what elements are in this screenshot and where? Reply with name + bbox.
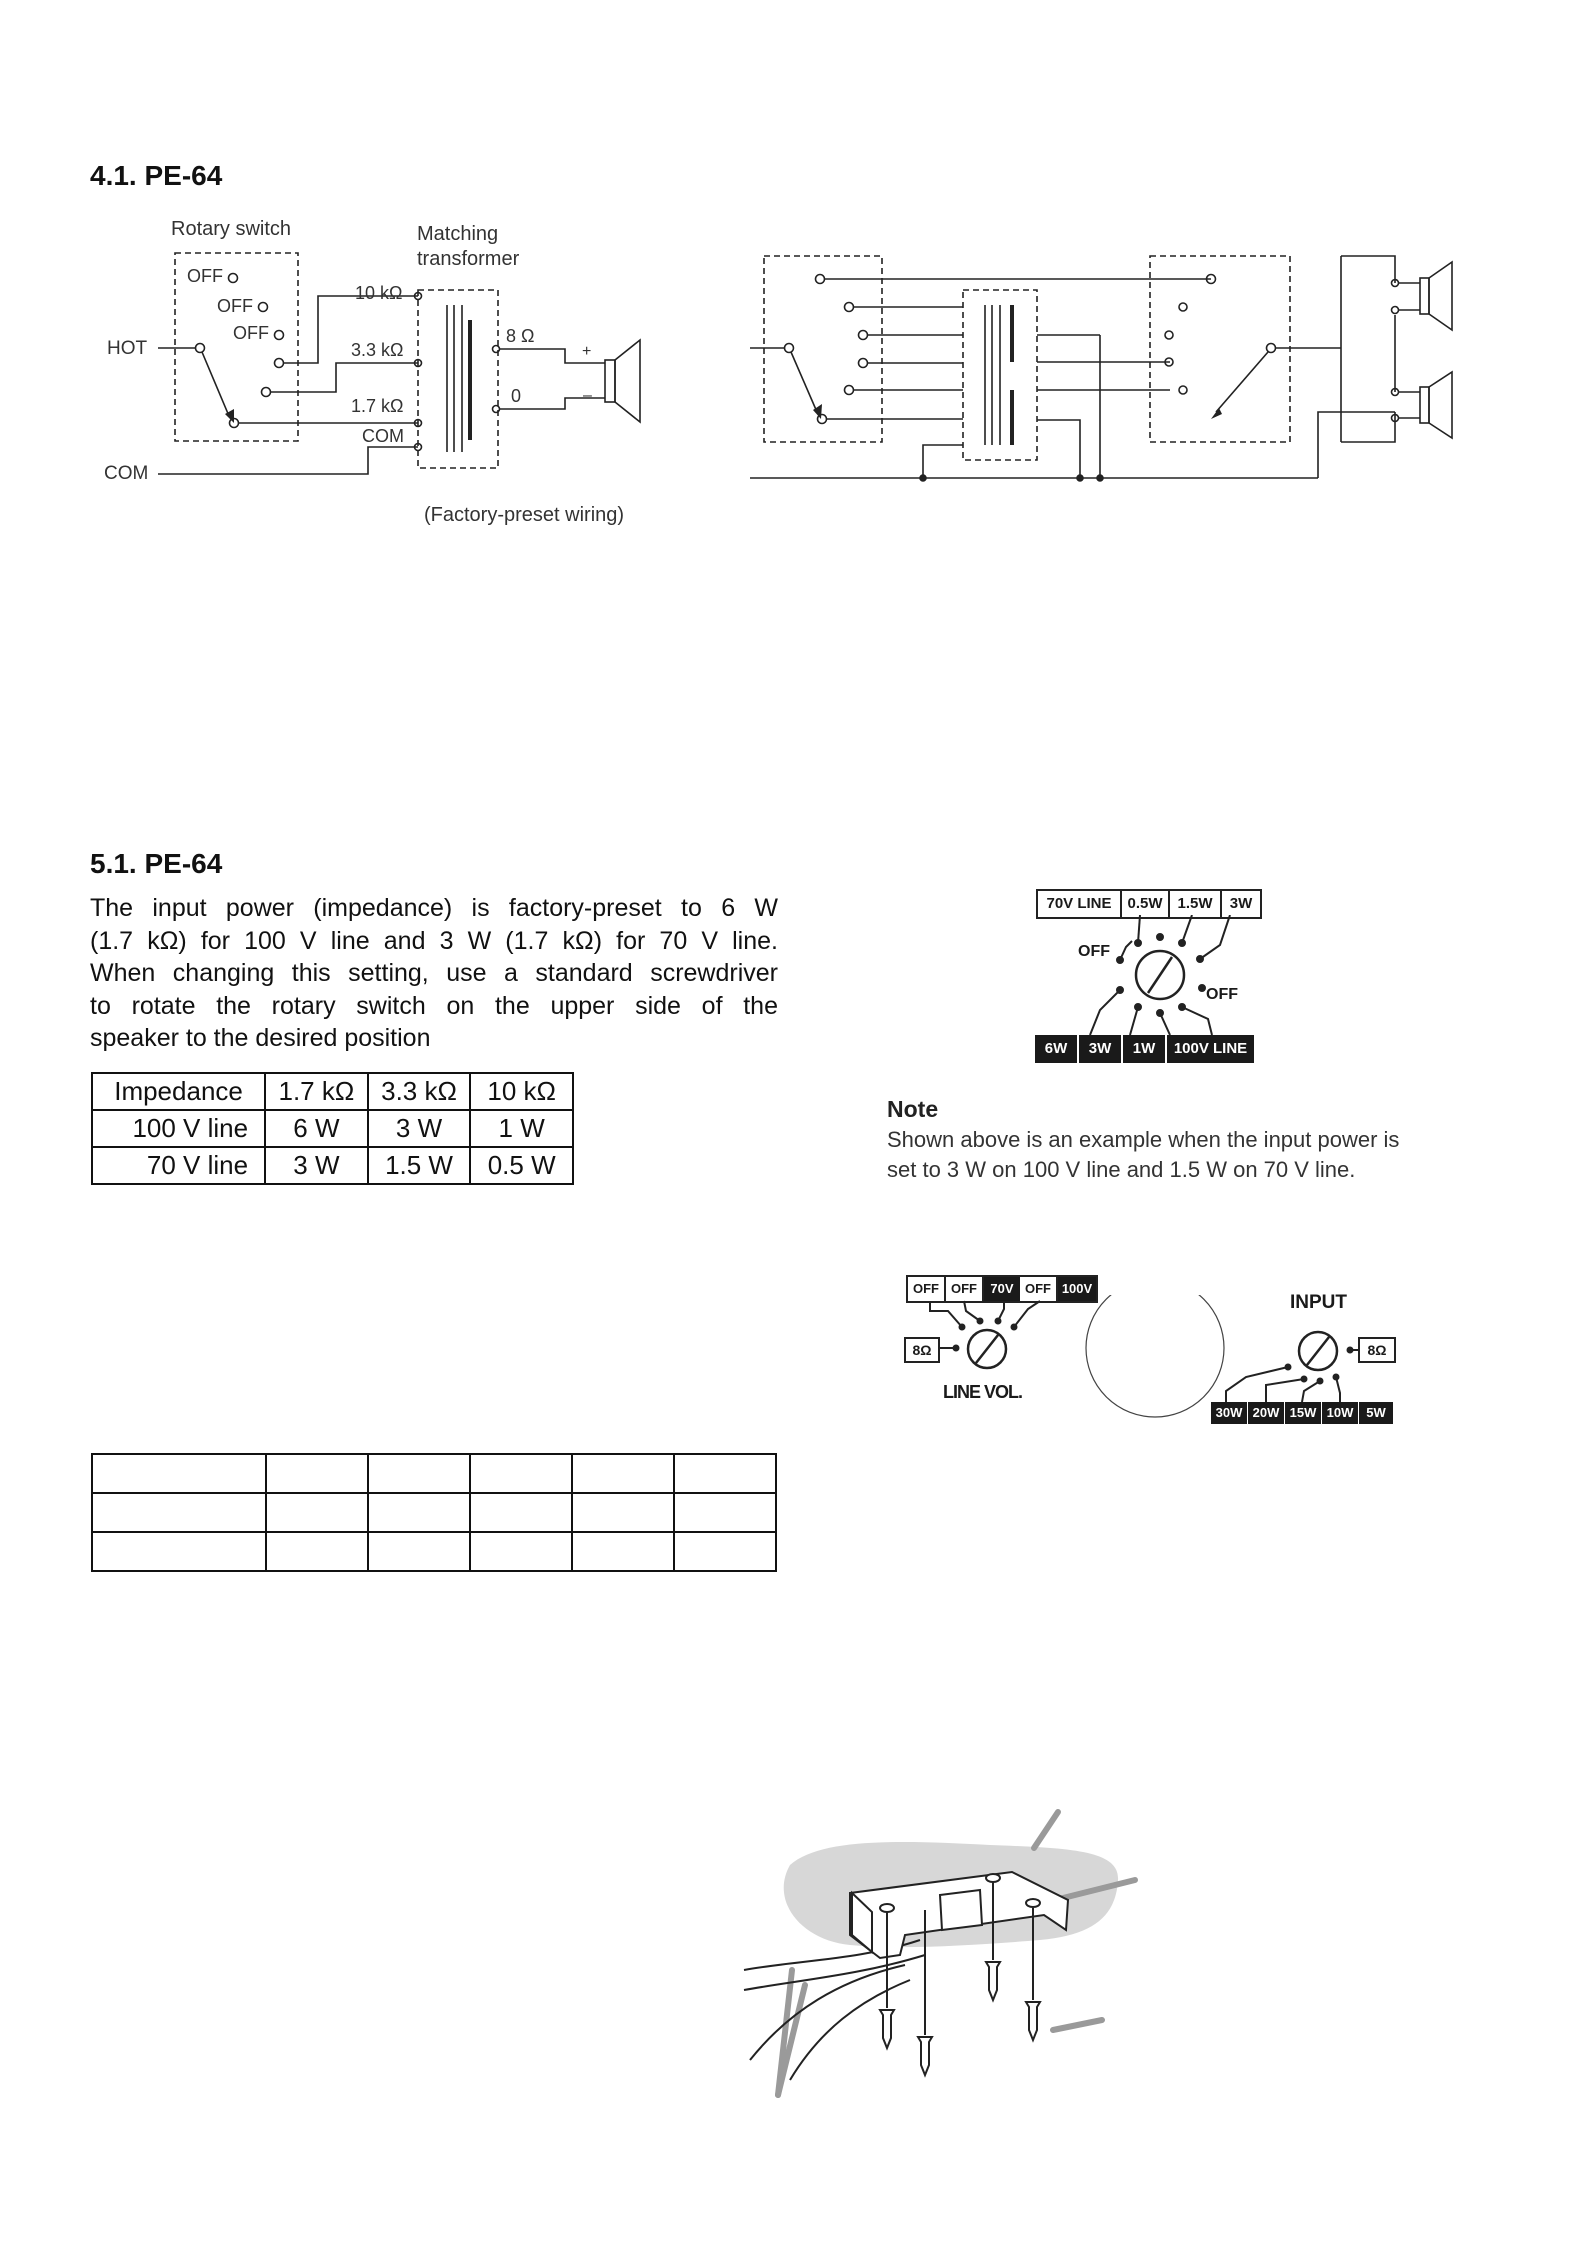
paragraph-line: (1.7 kΩ) for 100 V line and 3 W (1.7 kΩ) for 70 V line. <box>90 926 778 955</box>
table-row <box>92 1147 573 1184</box>
table-cell <box>92 1493 266 1532</box>
tap-10k-label: 10 kΩ <box>355 283 403 303</box>
table-row <box>92 1532 776 1571</box>
table-cell <box>572 1454 674 1493</box>
table-cell: 1.5 W <box>368 1147 471 1184</box>
panel-off-left: OFF <box>1078 943 1110 960</box>
panel-label: 1.5W <box>1170 891 1222 917</box>
table-cell: 6 W <box>265 1110 368 1147</box>
output-8ohm-label: 8 Ω <box>506 326 535 346</box>
input-label: INPUT <box>1290 1292 1347 1313</box>
table-cell <box>368 1493 470 1532</box>
dual-speaker-wiring-diagram <box>740 240 1470 490</box>
tap-com-label: COM <box>362 426 404 446</box>
paragraph-line: The input power (impedance) is factory-preset to 6 W <box>90 894 778 922</box>
line-vol-label: LINE VOL. <box>943 1382 1023 1402</box>
table-cell <box>470 1493 572 1532</box>
right-8ohm-label: 8Ω <box>1358 1337 1396 1363</box>
panel-label: 70V <box>984 1277 1020 1301</box>
table-cell <box>368 1454 470 1493</box>
section-4-heading: 4.1. PE-64 <box>90 160 223 191</box>
paragraph-line: speaker to the desired position <box>90 1024 431 1052</box>
table-cell <box>674 1493 776 1532</box>
panel-label: OFF <box>908 1277 946 1301</box>
panel-label: 15W <box>1285 1402 1322 1424</box>
panel-label: 5W <box>1366 1405 1386 1420</box>
table-row <box>92 1493 776 1532</box>
tap-3-3k-label: 3.3 kΩ <box>351 340 404 360</box>
blank-table <box>91 1453 777 1572</box>
panel-label: 6W <box>1035 1035 1079 1063</box>
panel-label: 20W <box>1248 1402 1285 1424</box>
panel-label: OFF <box>946 1277 984 1301</box>
tap-1-7k-label: 1.7 kΩ <box>351 396 404 416</box>
impedance-paragraph <box>90 892 778 1055</box>
table-cell <box>572 1532 674 1571</box>
rotary-switch-label: Rotary switch <box>171 218 292 240</box>
plus-label: + <box>582 343 592 360</box>
table-cell: 3.3 kΩ <box>368 1073 471 1110</box>
matching-transformer-label-2: transformer <box>417 248 520 270</box>
panel-label: 3W <box>1229 895 1253 912</box>
table-cell: 3 W <box>368 1110 471 1147</box>
table-cell <box>572 1493 674 1532</box>
left-8ohm-label: 8Ω <box>904 1337 940 1363</box>
table-row <box>92 1454 776 1493</box>
com-label: COM <box>104 463 149 484</box>
minus-label: – <box>583 387 592 404</box>
table-cell: 100 V line <box>92 1110 265 1147</box>
panel-label: 100V <box>1058 1277 1096 1301</box>
ceiling-mount-illustration <box>730 1800 1170 2110</box>
off-label-3: OFF <box>233 323 269 343</box>
paragraph-line: When changing this setting, use a standard screwdriver <box>90 959 778 987</box>
panel-label: 1W <box>1123 1035 1167 1063</box>
table-cell <box>266 1454 368 1493</box>
table-cell: 0.5 W <box>470 1147 573 1184</box>
note-text-line-2: set to 3 W on 100 V line and 1.5 W on 70 V line. <box>887 1157 1356 1182</box>
table-cell <box>674 1454 776 1493</box>
note-text-line-1: Shown above is an example when the input power is <box>887 1127 1400 1152</box>
paragraph-line: to rotate the rotary switch on the upper side of the <box>90 991 778 1020</box>
table-cell: Impedance <box>92 1073 265 1110</box>
panel-label: 3W <box>1079 1035 1123 1063</box>
table-cell: 3 W <box>265 1147 368 1184</box>
table-cell: 10 kΩ <box>470 1073 573 1110</box>
off-label-1: OFF <box>187 266 223 286</box>
table-cell <box>470 1454 572 1493</box>
table-cell <box>92 1454 266 1493</box>
off-label-2: OFF <box>217 296 253 316</box>
panel-off-right: OFF <box>1206 986 1238 1003</box>
table-cell <box>266 1532 368 1571</box>
table-cell: 1 W <box>470 1110 573 1147</box>
section-5-heading: 5.1. PE-64 <box>90 848 223 879</box>
table-cell <box>266 1493 368 1532</box>
line-vol-input-dials <box>900 1295 1390 1430</box>
factory-wiring-caption: (Factory-preset wiring) <box>424 504 625 526</box>
factory-wiring-diagram <box>0 200 700 540</box>
impedance-table <box>91 1072 574 1185</box>
panel-label: 70V LINE <box>1038 891 1122 917</box>
rotary-switch-dial <box>1080 915 1250 1037</box>
table-row <box>92 1073 573 1110</box>
switch-panel-bottom-labels <box>1035 1035 1254 1063</box>
table-cell: 1.7 kΩ <box>265 1073 368 1110</box>
panel-label: 100V LINE <box>1173 1040 1248 1057</box>
table-row <box>92 1110 573 1147</box>
table-cell <box>92 1532 266 1571</box>
panel-label: 30W <box>1211 1402 1248 1424</box>
panel-label: 10W <box>1322 1402 1359 1424</box>
hot-label: HOT <box>107 338 148 359</box>
panel-label: 0.5W <box>1122 891 1170 917</box>
table-cell <box>470 1532 572 1571</box>
table-cell <box>674 1532 776 1571</box>
matching-transformer-label-1: Matching <box>417 223 499 245</box>
panel-label: OFF <box>1020 1277 1058 1301</box>
table-cell <box>368 1532 470 1571</box>
output-0-label: 0 <box>511 386 522 406</box>
table-cell: 70 V line <box>92 1147 265 1184</box>
note-title: Note <box>887 1096 939 1122</box>
